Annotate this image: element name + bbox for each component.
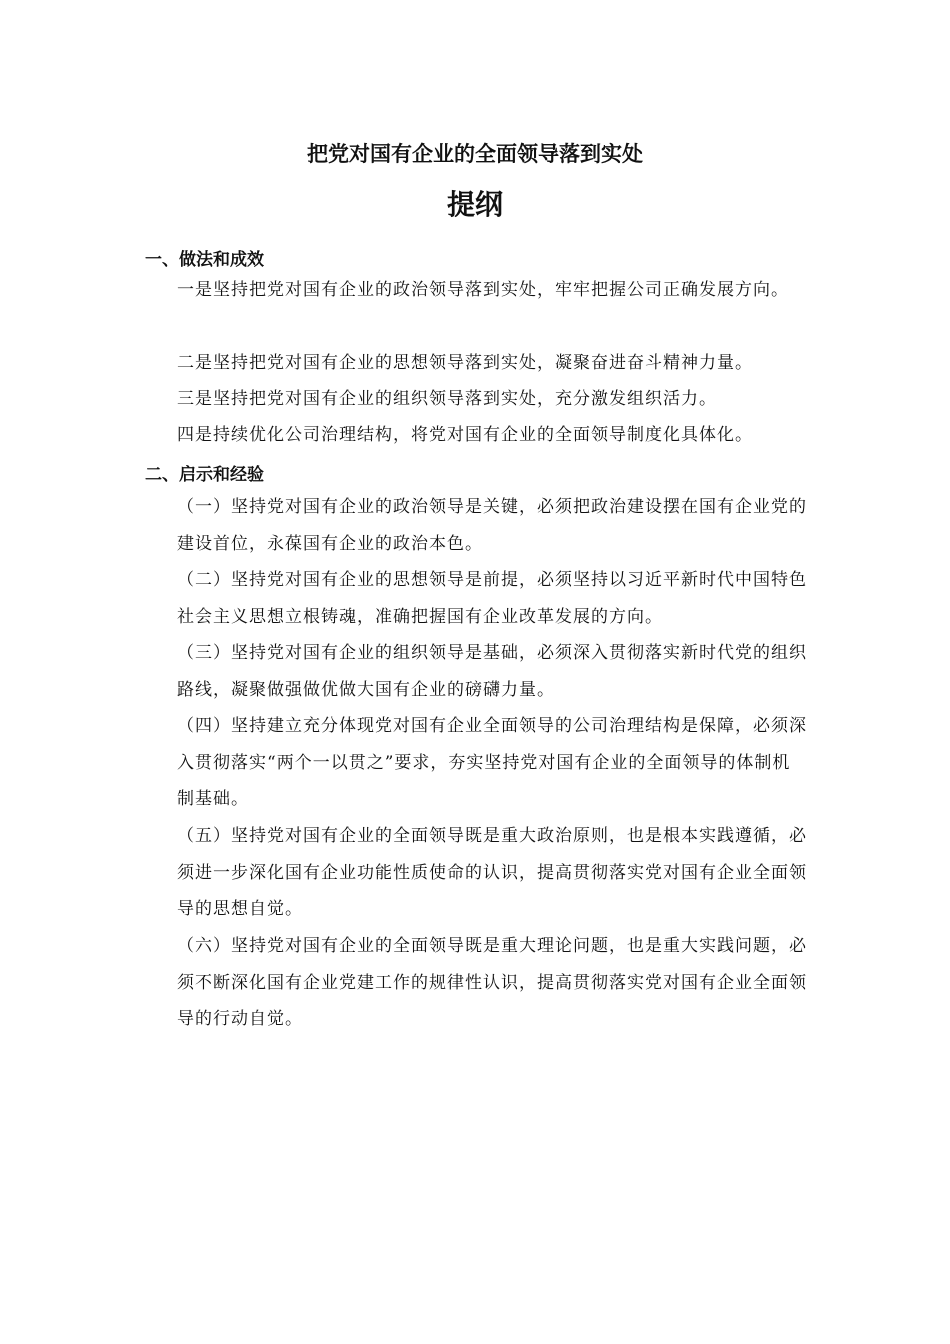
paragraph: （四）坚持建立充分体现党对国有企业全面领导的公司治理结构是保障，必须深入贯彻落实“两个一以贯之”要求，夯实坚持党对国有企业的全面领导的体制机制基础。 bbox=[177, 716, 807, 810]
paragraph: （二）坚持党对国有企业的思想领导是前提，必须坚持以习近平新时代中国特色社会主义思想立根铸魂，准确把握国有企业改革发展的方向。 bbox=[177, 570, 807, 627]
paragraph: （一）坚持党对国有企业的政治领导是关键，必须把政治建设摆在国有企业党的建设首位，永葆国有企业的政治本色。 bbox=[177, 497, 807, 554]
document-subtitle: 提纲 bbox=[446, 188, 503, 221]
section-heading: 一、做法和成效 bbox=[145, 250, 264, 270]
paragraph: 一是坚持把党对国有企业的政治领导落到实处，牢牢把握公司正确发展方向。 bbox=[177, 280, 789, 300]
section-heading: 二、启示和经验 bbox=[145, 465, 264, 485]
paragraph: （三）坚持党对国有企业的组织领导是基础，必须深入贯彻落实新时代党的组织路线，凝聚做强做优做大国有企业的磅礴力量。 bbox=[177, 643, 807, 700]
paragraph: 二是坚持把党对国有企业的思想领导落到实处，凝聚奋进奋斗精神力量。 bbox=[177, 353, 753, 373]
paragraph: 三是坚持把党对国有企业的组织领导落到实处，充分激发组织活力。 bbox=[177, 389, 717, 409]
paragraph: （六）坚持党对国有企业的全面领导既是重大理论问题，也是重大实践问题，必须不断深化国有企业党建工作的规律性认识，提高贯彻落实党对国有企业全面领导的行动自觉。 bbox=[177, 936, 807, 1030]
document-title: 把党对国有企业的全面领导落到实处 bbox=[307, 142, 643, 166]
paragraph: （五）坚持党对国有企业的全面领导既是重大政治原则，也是根本实践遵循，必须进一步深化国有企业功能性质使命的认识，提高贯彻落实党对国有企业全面领导的思想自觉。 bbox=[177, 826, 807, 920]
paragraph: 四是持续优化公司治理结构，将党对国有企业的全面领导制度化具体化。 bbox=[177, 425, 753, 445]
